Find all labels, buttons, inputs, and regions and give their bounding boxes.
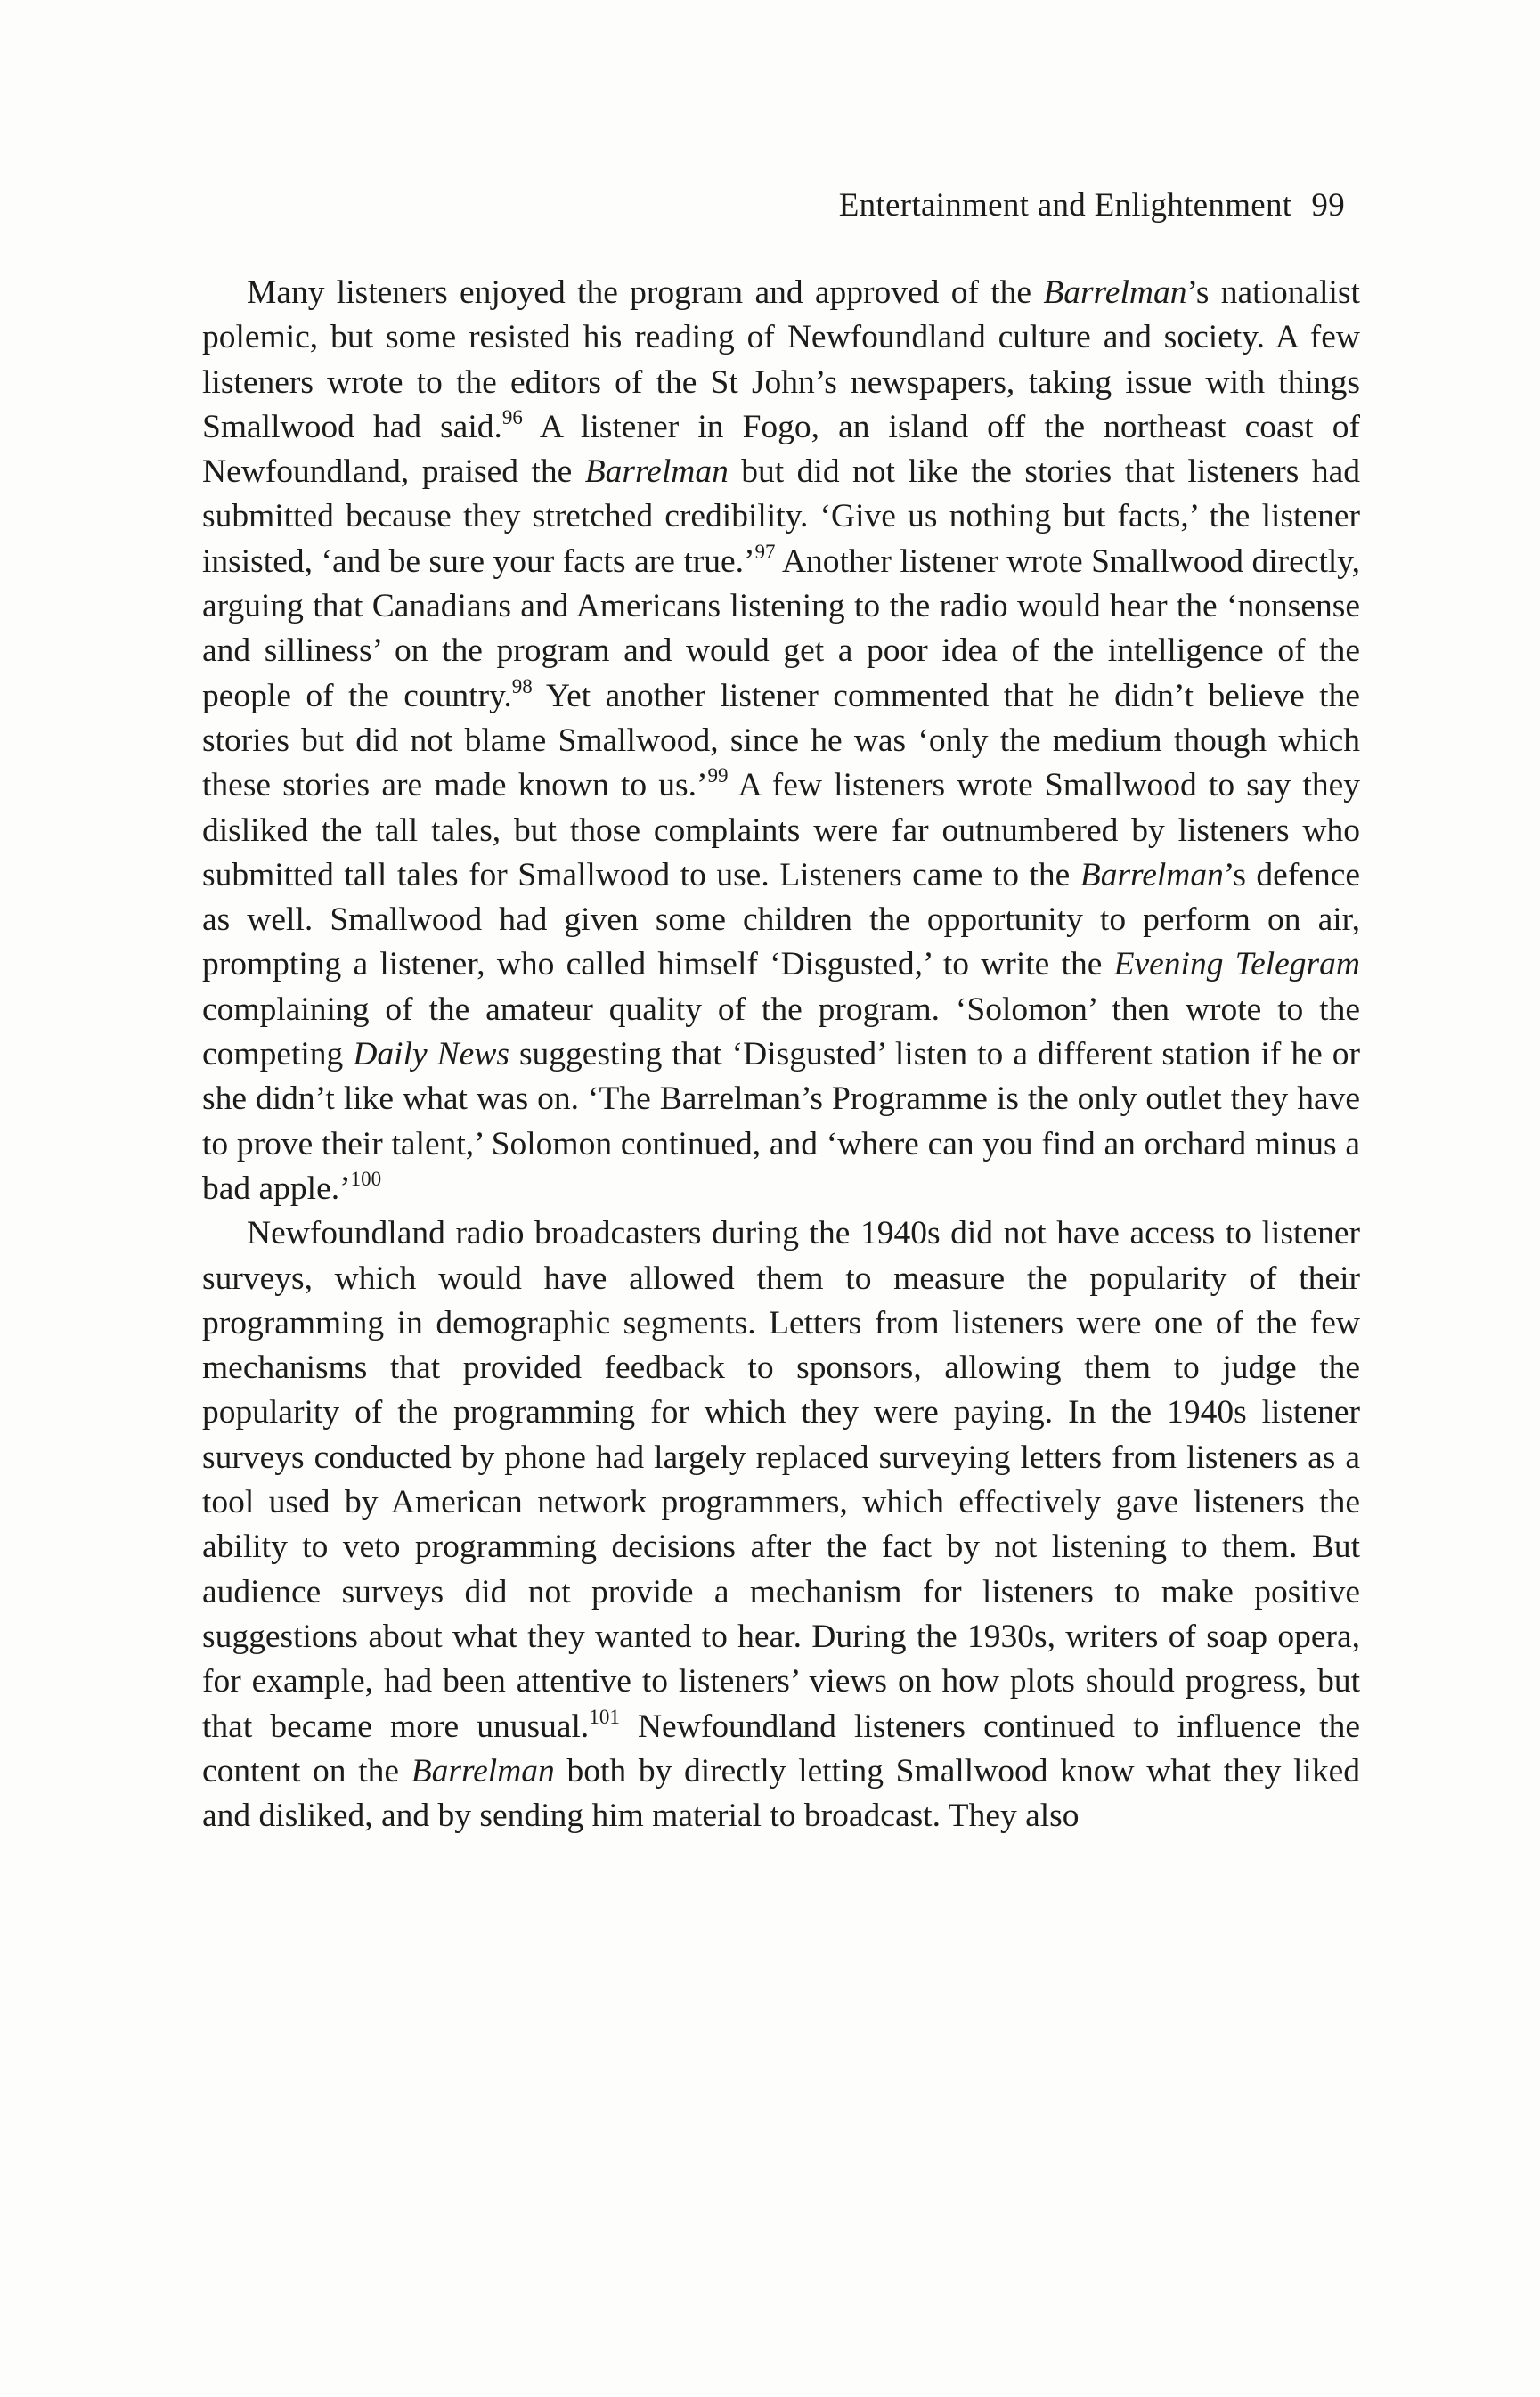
text-run: complaining of the amateur quality of the program. ‘Solomon’ then wrote to the competing [202,991,1360,1073]
italic-title: Evening Telegram [1113,946,1360,983]
running-head [202,184,1345,227]
text-run: Newfoundland listeners continued to influence the content on the [202,1708,1360,1790]
body-text [202,271,1360,1839]
footnote-marker: 96 [501,405,523,428]
text-run: but did not like the stories that listeners had submitted because they stretched credibility. ‘Give us nothing but facts,’ the listener insisted, ‘and be sure your facts are true.’ [202,453,1360,580]
italic-title: Barrelman [1080,856,1224,893]
italic-title: Barrelman [584,453,729,491]
footnote-marker: 99 [707,764,729,787]
text-run: ’s nationalist polemic, but some resisted his reading of Newfoundland culture and society. A few listeners wrote to the editors of the St John’s newspapers, taking issue with things Smallwood had said. [202,274,1360,445]
paragraph-1 [202,271,1360,1211]
text-run: Another listener wrote Smallwood directly, arguing that Canadians and Americans listening to the radio would hear the ‘nonsense and silliness’ on the program and would get a poor idea of the intelligence of the people of the country. [202,542,1360,714]
page-number: 99 [1311,187,1345,224]
italic-title: Barrelman [1043,274,1187,311]
text-run: Newfoundland radio broadcasters during the 1940s did not have access to listener surveys, which would have allowed them to measure the popularity of their programming in demographic segments. Letters from listeners were one of the few mechanisms that provided feedback to sponsors, allowing them to judge the popularity of the programming for which they were paying. In the 1940s listener surveys conducted by phone had largely replaced surveying letters from listeners as a tool used by American network programmers, which effectively gave listeners the ability to veto programming decisions after the fact by not listening to them. But audience surveys did not provide a mechanism for listeners to make positive suggestions about what they wanted to hear. During the 1930s, writers of soap opera, for example, had been attentive to listeners’ views on how plots should progress, but that became more unusual. [202,1215,1360,1745]
text-run: Yet another listener commented that he didn’t believe the stories but did not blame Smallwood, since he was ‘only the medium though which these stories are made known to us.’ [202,677,1360,804]
text-run: both by directly letting Smallwood know what they liked and disliked, and by sending him material to broadcast. They also [202,1752,1360,1835]
text-run: Many listeners enjoyed the program and approved of the [247,274,1044,311]
text-run: ’s defence as well. Smallwood had given some children the opportunity to perform on air, prompting a listener, who called himself ‘Disgusted,’ to write the [202,856,1360,983]
footnote-marker: 97 [754,540,776,563]
text-run: suggesting that ‘Disgusted’ listen to a different station if he or she didn’t like what was on. ‘The Barrelman’s Programme is the only outlet they have to prove their talent,’ Solomon continued, and ‘where can you find an orchard minus a bad apple.’ [202,1036,1361,1207]
italic-title: Daily News [353,1036,509,1073]
running-head-title: Entertainment and Enlightenment [838,187,1292,224]
text-run: A few listeners wrote Smallwood to say they disliked the tall tales, but those complaints were far outnumbered by listeners who submitted tall tales for Smallwood to use. Listeners came to the [202,767,1360,893]
footnote-marker: 101 [589,1705,620,1728]
footnote-marker: 98 [511,674,533,697]
footnote-marker: 100 [350,1167,382,1190]
text-run: A listener in Fogo, an island off the northeast coast of Newfoundland, praised the [202,408,1361,491]
paragraph-2 [202,1211,1360,1839]
italic-title: Barrelman [411,1752,555,1790]
